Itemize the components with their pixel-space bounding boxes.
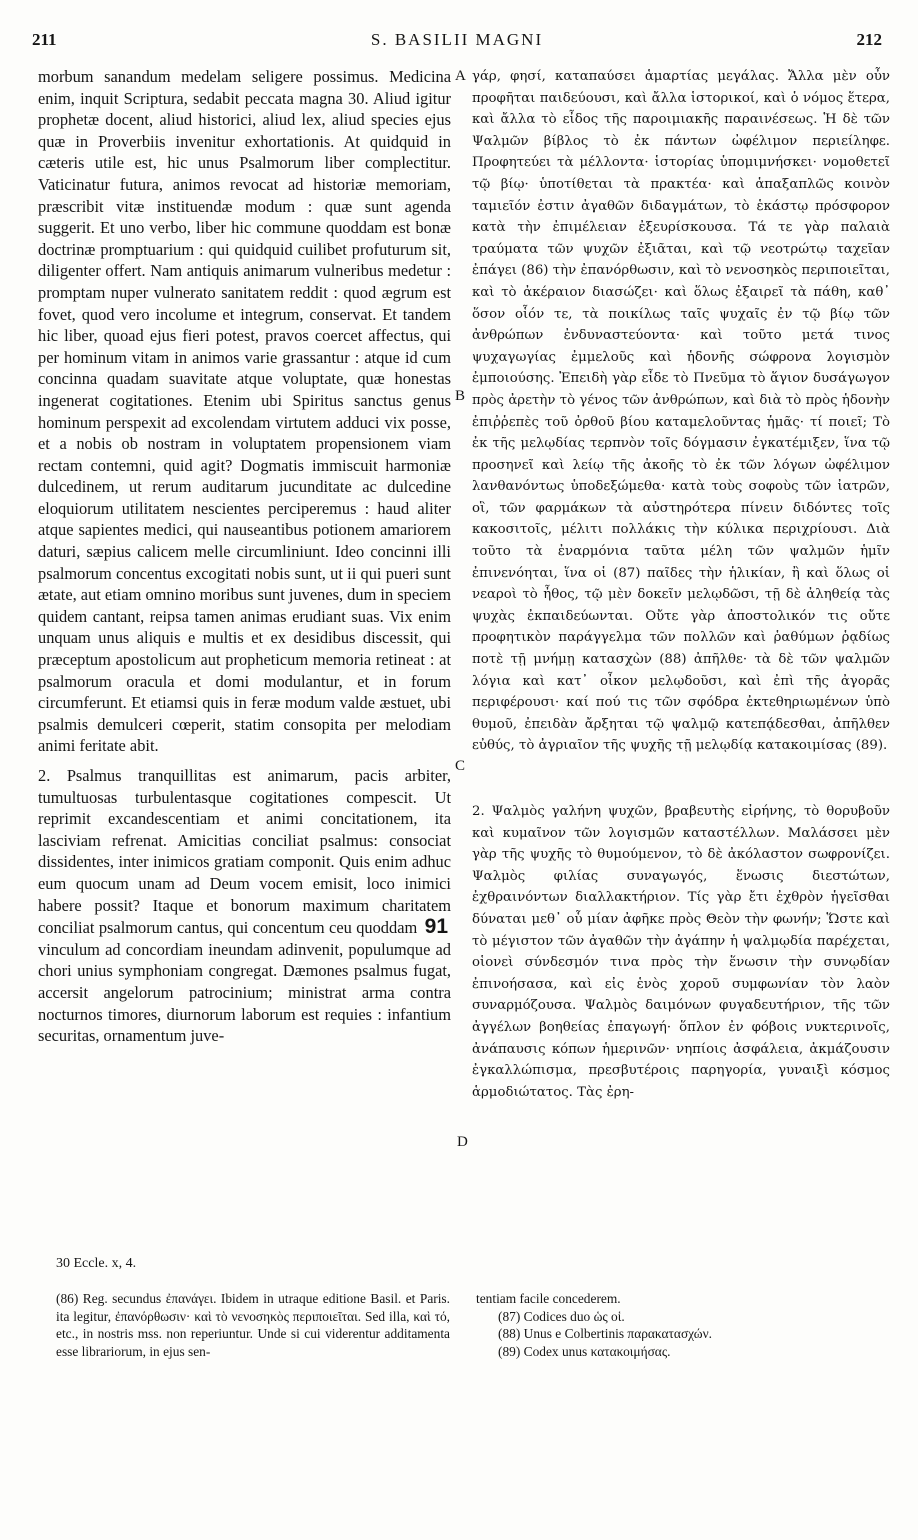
footnote-87: (87) Codices duo ὡς οἱ. [498, 1308, 625, 1324]
footnotes-left [56, 1290, 450, 1460]
greek-paragraph-1: γάρ, φησί, καταπαύσει ἁμαρτίας μεγάλας. Ἄλλα μὲν οὖν προφῆται παιδεύουσι, καὶ ἄλλα ἱστορικοί, καὶ ὁ νόμος ἕτερα, καὶ ἄλλα τὸ εἶδος τῆς παροιμιακῆς παραινέσεως. Ἡ δὲ τῶν Ψαλμῶν βίβλος τὸ ἐκ πάντων ὠφέλιμον περιείληφε. Προφητεύει τὰ μέλλοντα· ἱστορίας ὑπομιμνήσκει· νομοθετεῖ τῷ βίῳ· ὑποτίθεται τὰ πρακτέα· καὶ ἁπαξαπλῶς κοινὸν ταμιεῖόν ἐστιν ἀγαθῶν διδαγμάτων, τὸ ἑκάστῳ πρόσφορον κατὰ τὴν ἐπιμέλειαν ἐξευρίσκουσα. Τά τε γὰρ παλαιὰ τραύματα τῶν ψυχῶν ἐξιᾶται, καὶ τῷ νεοτρώτῳ ταχεῖαν ἐπάγει (86) τὴν ἐπανόρθωσιν, καὶ τὸ νενοσηκὸς περιποιεῖται, καὶ τὸ ἀκέραιον διασώζει· καὶ ὅλως ἐξαιρεῖ τὰ πάθη, καθ᾽ ὅσον οἷόν τε, τὰ ποικίλως ταῖς ψυχαῖς ἐν τῷ βίῳ τῶν ἀνθρώπων ἐνδυναστεύοντα· καὶ τοῦτο μετά τινος ψυχαγωγίας ἐμμελοῦς καὶ ἡδονῆς σώφρονα λογισμὸν ἐμποιούσης. Ἐπειδὴ γὰρ εἶδε τὸ Πνεῦμα τὸ ἅγιον δυσάγωγον πρὸς ἀρετὴν τὸ γένος τῶν ἀνθρώπων, καὶ διὰ τὸ πρὸς ἡδονὴν ἐπιῤῥεπὲς τοῦ ὀρθοῦ βίου καταμελοῦντας ἡμᾶς· τί ποιεῖ; Τὸ ἐκ τῆς μελῳδίας τερπνὸν τοῖς δόγμασιν ἐγκατέμιξεν, ἵνα τῷ προσηνεῖ καὶ λείῳ τῆς ἀκοῆς τὸ ἐκ τῶν λόγων ὠφέλιμον λανθανόντως ὑποδεξώμεθα· κατὰ τοὺς σοφοὺς τῶν ἰατρῶν, οἳ, τῶν φαρμάκων τὰ αὐστηρότερα πίνειν διδόντες τοῖς κακοσιτοῖς, μέλιτι πολλάκις τὴν κύλικα περιχρίουσι. Διὰ τοῦτο τὰ ἐναρμόνια ταῦτα μέλη τῶν ψαλμῶν ἡμῖν ἐπινενόηται, ἵνα οἱ (87) παῖδες τὴν ἡλικίαν, ἢ καὶ ὅλως οἱ νεαροὶ τὸ ἦθος, τῷ μὲν δοκεῖν μελῳδῶσι, τῇ δὲ ἀληθείᾳ τὰς ψυχὰς ἐκπαιδεύωνται. Οὔτε γὰρ ἀποστολικόν τις οὔτε προφητικὸν παράγγελμα τῶν πολλῶν καὶ ῥαθύμων ῥᾳδίως ποτὲ τῇ μνήμῃ κατασχὼν (88) ἀπῆλθε· τὰ δὲ τῶν ψαλμῶν λόγια καὶ κατ᾽ οἶκον μελῳδοῦσι, καὶ ἐπὶ τῆς ἀγορᾶς περιφέρουσι· καί πού τις τῶν σφόδρα ἐκτεθηριωμένων ὑπὸ θυμοῦ, ἐπειδὰν ἄρξηται τῷ ψαλμῷ κατεπᾴδεσθαι, ἀπῆλθεν εὐθύς, τὸ ἀγριαῖον τῆς ψυχῆς τῇ μελῳδίᾳ κατακοιμίσας (89). [472, 69, 890, 754]
footnote-88: (88) Unus e Colbertinis παρακατασχών. [498, 1326, 713, 1342]
margin-marker-a: A [455, 68, 466, 84]
latin-paragraph-2b: vinculum ad concordiam ineundam adinvenit, populumque ad chori unius symphoniam congregat. Dæmones psalmus fugat, accersit angelorum patrocinium; ministrat arma contra nocturnos timores, diurnorum laborum est requies : infantium securitas, ornamentum juve- [38, 939, 451, 1046]
page-header [32, 30, 882, 56]
greek-column [472, 66, 890, 1254]
running-title: S. BASILII MAGNI [370, 30, 544, 49]
page-number-left: 211 [32, 30, 57, 49]
footnotes-right [476, 1290, 890, 1460]
margin-marker-c: C [455, 758, 466, 774]
footnote-89: (89) Codex unus κατακοιμήσας. [498, 1343, 671, 1359]
margin-marker-b: B [455, 388, 466, 404]
greek-paragraph-2: 2. Ψαλμὸς γαλήνη ψυχῶν, βραβευτὴς εἰρήνης, τὸ θορυβοῦν καὶ κυμαῖνον τῶν λογισμῶν καταστέλλων. Μαλάσσει μὲν γὰρ τῆς ψυχῆς τὸ θυμούμενον, τὸ δὲ ἀκόλαστον σωφρονίζει. Ψαλμὸς φιλίας συναγωγός, ἕνωσις διεστώτων, ἐχθραινόντων διαλλακτήριον. Τίς γὰρ ἔτι ἐχθρὸν ἡγεῖσθαι δύναται μεθ᾽ οὗ μίαν ἀφῆκε πρὸς Θεὸν τὴν φωνήν; Ὥστε καὶ τὸ μέγιστον τῶν ἀγαθῶν τὴν ἀγάπην ἡ ψαλμῳδία παρέχεται, οἱονεὶ σύνδεσμόν τινα πρὸς τὴν ἕνωσιν τὴν συνῳδίαν ἐπινοήσασα, καὶ εἰς ἑνὸς χοροῦ συμφωνίαν τὸν λαὸν συναρμόζουσα. Ψαλμὸς δαιμόνων φυγαδευτήριον, τῆς τῶν ἀγγέλων βοηθείας ἐπαγωγή· ὅπλον ἐν φόβοις νυκτερινοῖς, ἀνάπαυσις κόπων ἡμερινῶν· νηπίοις ἀσφάλεια, ἀκμάζουσιν ἐγκαλλώπισμα, πρεσβυτέροις παρηγορία, γυναιξὶ κόσμος ἁρμοδιώτατος. Τὰς ἐρη- [472, 804, 890, 1100]
latin-column [38, 66, 451, 1254]
footnote-86-continued: tentiam facile concederem. [476, 1291, 621, 1306]
footnote-86: (86) Reg. secundus ἐπανάγει. Ibidem in utraque editione Basil. et Paris. ita legitur, ἐπανόρθωσιν· καὶ τὸ νενοσηκὸς περιποιεῖται. Sed illa, καὶ τό, etc., in nostris mss. non reperiuntur. Unde si cui viderentur additamenta esse librariorum, in ejus sen- [56, 1291, 450, 1359]
latin-paragraph-2a: 2. Psalmus tranquillitas est animarum, pacis arbiter, tumultuosas turbulentasque cogitationes compescit. Ut reprimit excandescentiam et animi concitationem, ita lasciviam refrenat. Amicitias conciliat psalmus: consociat dissidentes, inter inimicos gratiam componit. Quis enim adhuc eum quocum unam ad Deum vocem emisit, loco inimici habere possit? Itaque et bonorum maximum charitatem conciliat psalmorum cantus, qui concentum ceu quoddam [38, 766, 451, 938]
page-number-right: 212 [856, 30, 882, 49]
latin-paragraph-2 [38, 765, 451, 1047]
scripture-footnote: 30 Eccle. x, 4. [56, 1256, 137, 1271]
latin-paragraph-1: morbum sanandum medelam seligere possimus. Medicina enim, inquit Scriptura, sedabit peccata magna 30. Aliud igitur prophetæ docent, aliud historici, aliud lex, aliud species ejus quæ in Proverbiis invenitur exhortationis. At quidquid in cæteris utile est, hic unus Psalmorum liber complectitur. Vaticinatur futura, animos revocat ad historiæ memoriam, præscribit vitæ instituendæ modum : quæ sunt agenda suggerit. Et uno verbo, liber hic commune quoddam est bonæ doctrinæ promptuarium : qui quidquid cuilibet profuturum sit, diligenter offert. Nam antiquis animarum vulneribus medetur : promptam nuper vulnerato sanitatem reddit : quod ægrum est fovet, quod vero incolume et integrum, conservat. Et tandem hic liber, quoad ejus fieri potest, pravos coercet affectus, qui per hominum vitam in animos varie grassantur : atque id cum concinna quadam suavitate atque voluptate, quæ honestas ingenerat cogitationes. Etenim ubi Spiritus sanctus genus hominum perspexit ad excolendam virtutem adduci vix posse, et a nobis ob nostram in voluptatem propensionem viam rectam contemni, quid agit? Dogmatis immiscuit harmoniæ dulcedinem, ut rerum auditarum jucunditate ac dulcedine eloquiorum utilitatem nescientes perciperemus : haud aliter atque sapientes medici, qui nauseantibus potionem amariorem daturi, sæpius calicem melle circumliniunt. Ideo concinni illi psalmorum concentus excogitati nobis sunt, ut ii qui pueri sunt ætate, aut etiam omnino moribus sunt juvenes, dum in speciem quidem cantant, reipsa tamen animas erudiant suas. Vix enim unquam unus aliquis e multis et ex desidibus discessit, qui præceptum apostolicum aut propheticum memoria retineat : at psalmorum oracula et domi modulantur, et in forum circumferunt. Et etiamsi quis in feræ modum valde æstuet, ubi psalmis demulceri cœperit, statim consopita per melodiam animi feritate abit. [38, 67, 451, 756]
edition-page-number: 91 [424, 915, 448, 939]
margin-marker-d: D [457, 1134, 468, 1150]
